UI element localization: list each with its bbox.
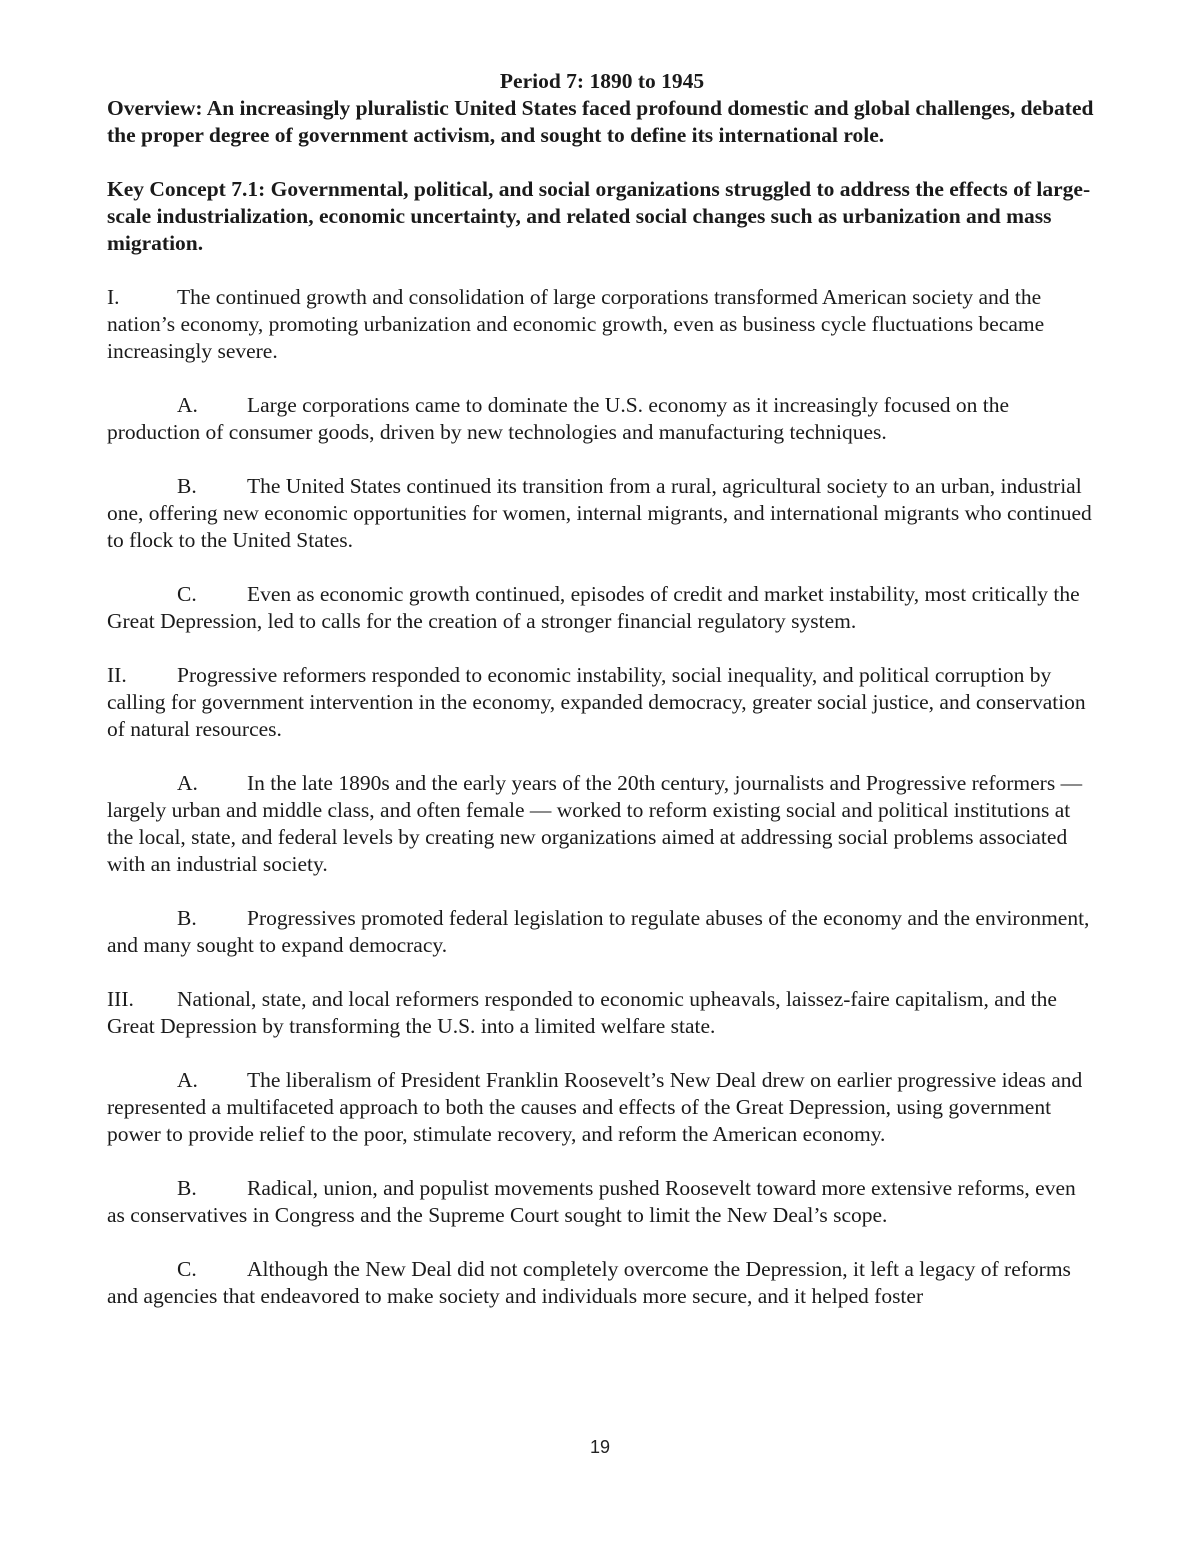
section-iii-item-b xyxy=(107,1175,1097,1229)
section-iii-item-c xyxy=(107,1256,1097,1310)
section-numeral: I. xyxy=(107,285,120,309)
section-i-item-c xyxy=(107,581,1097,635)
item-letter: B. xyxy=(177,474,197,498)
section-ii-item-a xyxy=(107,770,1097,878)
item-letter: C. xyxy=(177,1257,197,1281)
item-text: Even as economic growth continued, episodes of credit and market instability, most critically the Great Depression, led to calls for the creation of a stronger financial regulatory system. xyxy=(107,582,1080,633)
page-number: 19 xyxy=(589,1437,611,1457)
item-text: Progressives promoted federal legislation to regulate abuses of the economy and the environment, and many sought to expand democracy. xyxy=(107,906,1090,957)
item-letter: C. xyxy=(177,582,197,606)
item-text: Although the New Deal did not completely overcome the Depression, it left a legacy of reforms and agencies that endeavored to make society and individuals more secure, and it helped foster xyxy=(107,1257,1071,1308)
key-concept-heading: Key Concept 7.1: Governmental, political, and social organizations struggled to address the effects of large-scale industrialization, economic uncertainty, and related social changes such as urbanization and mass migration. xyxy=(107,177,1091,255)
section-i-item-a xyxy=(107,392,1097,446)
page-title: Period 7: 1890 to 1945 xyxy=(499,69,705,93)
section-ii-item-b xyxy=(107,905,1097,959)
item-text: Radical, union, and populist movements pushed Roosevelt toward more extensive reforms, even as conservatives in Congress and the Supreme Court sought to limit the New Deal’s scope. xyxy=(107,1176,1076,1227)
section-text: Progressive reformers responded to economic instability, social inequality, and political corruption by calling for government intervention in the economy, expanded democracy, greater social justice, and conservation of natural resources. xyxy=(107,663,1086,741)
section-numeral: III. xyxy=(107,987,134,1011)
item-letter: A. xyxy=(177,393,198,417)
item-letter: B. xyxy=(177,1176,197,1200)
item-letter: A. xyxy=(177,771,198,795)
item-text: Large corporations came to dominate the U.S. economy as it increasingly focused on the production of consumer goods, driven by new technologies and manufacturing techniques. xyxy=(107,393,1010,444)
section-numeral: II. xyxy=(107,663,127,687)
overview-paragraph: Overview: An increasingly pluralistic United States faced profound domestic and global challenges, debated the proper degree of government activism, and sought to define its international role. xyxy=(107,96,1094,147)
section-text: The continued growth and consolidation of large corporations transformed American society and the nation’s economy, promoting urbanization and economic growth, even as business cycle fluctuations became increasingly severe. xyxy=(107,285,1045,363)
item-text: The United States continued its transition from a rural, agricultural society to an urban, industrial one, offering new economic opportunities for women, internal migrants, and international migrants who continued to flock to the United States. xyxy=(107,474,1092,552)
section-i xyxy=(107,284,1097,365)
item-letter: A. xyxy=(177,1068,198,1092)
item-text: The liberalism of President Franklin Roosevelt’s New Deal drew on earlier progressive ideas and represented a multifaceted approach to both the causes and effects of the Great Depression, using government power to provide relief to the poor, stimulate recovery, and reform the American economy. xyxy=(107,1068,1083,1146)
document-page xyxy=(107,68,1097,1310)
section-text: National, state, and local reformers responded to economic upheavals, laissez-faire capitalism, and the Great Depression by transforming the U.S. into a limited welfare state. xyxy=(107,987,1057,1038)
section-i-item-b xyxy=(107,473,1097,554)
section-iii xyxy=(107,986,1097,1040)
item-text: In the late 1890s and the early years of the 20th century, journalists and Progressive reformers — largely urban and middle class, and often female — worked to reform existing social and political institutions at the local, state, and federal levels by creating new organizations aimed at addressing social problems associated with an industrial society. xyxy=(107,771,1083,876)
item-letter: B. xyxy=(177,906,197,930)
section-ii xyxy=(107,662,1097,743)
section-iii-item-a xyxy=(107,1067,1097,1148)
